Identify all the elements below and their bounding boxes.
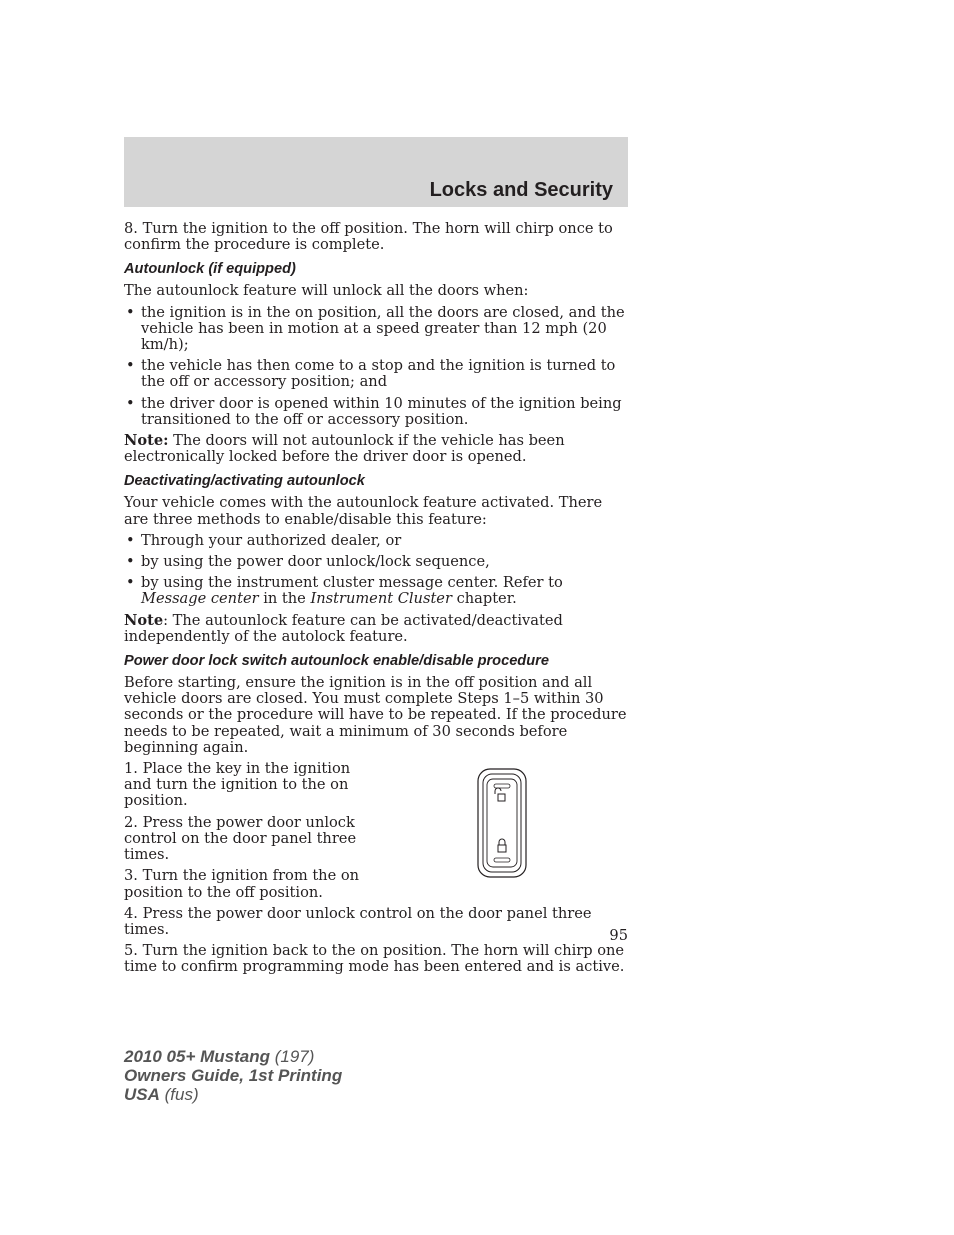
footer-market-code: (fus) xyxy=(159,1085,199,1104)
note-label: Note: xyxy=(124,432,169,450)
note-text: The doors will not autounlock if the vehicle has been electronically locked before the driver door is opened. xyxy=(124,432,565,466)
list-item: • by using the power door unlock/lock sequence, xyxy=(124,554,628,570)
list-item-text: by using the instrument cluster message center. Refer to xyxy=(141,574,563,592)
steps-with-figure xyxy=(124,761,628,901)
door-lock-switch-illustration xyxy=(476,767,528,879)
list-item: • the driver door is opened within 10 minutes of the ignition being transitioned to the off or accessory position. xyxy=(124,396,628,428)
footer-model: 2010 05+ Mustang xyxy=(124,1047,270,1066)
document-footer xyxy=(124,1047,342,1104)
instrument-cluster-reference: Instrument Cluster xyxy=(310,590,452,608)
deactivating-heading: Deactivating/activating autounlock xyxy=(124,473,365,490)
page-content xyxy=(124,221,628,981)
deactivating-lead: Your vehicle comes with the autounlock feature activated. There are three methods to enable/disable this feature: xyxy=(124,494,603,528)
note-text: : The autounlock feature can be activated/deactivated independently of the autolock feature. xyxy=(124,611,563,645)
footer-line-2 xyxy=(124,1066,342,1085)
section-title: Locks and Security xyxy=(429,179,613,201)
autounlock-conditions-list xyxy=(124,305,628,428)
step-5: 5. Turn the ignition back to the on position. The horn will chirp one time to confirm programming mode has been entered and is active. xyxy=(124,942,625,976)
methods-list xyxy=(124,533,628,608)
list-item: • Through your authorized dealer, or xyxy=(124,533,628,549)
list-item xyxy=(124,575,628,607)
section-header-band xyxy=(124,137,628,207)
list-item: • the ignition is in the on position, all the doors are closed, and the vehicle has been in motion at a speed greater than 12 mph (20 km/h); xyxy=(124,305,628,354)
steps-column xyxy=(124,761,374,901)
step-4: 4. Press the power door unlock control on the door panel three times. xyxy=(124,904,592,938)
intro-step: 8. Turn the ignition to the off position. The horn will chirp once to confirm the procedure is complete. xyxy=(124,220,613,254)
step-2: 2. Press the power door unlock control on the door panel three times. xyxy=(124,813,357,864)
message-center-reference: Message center xyxy=(141,590,259,608)
step-3: 3. Turn the ignition from the on position to the off position. xyxy=(124,867,360,901)
autounlock-lead: The autounlock feature will unlock all the doors when: xyxy=(124,282,529,300)
deactivating-note xyxy=(124,613,628,645)
footer-model-code: (197) xyxy=(270,1047,315,1066)
note-label: Note xyxy=(124,611,164,629)
list-item-text: in the xyxy=(258,590,311,608)
footer-market: USA xyxy=(124,1085,160,1104)
footer-printing: Owners Guide, 1st Printing xyxy=(124,1066,343,1085)
page-number: 95 xyxy=(609,927,628,944)
procedure-heading: Power door lock switch autounlock enable/disable procedure xyxy=(124,653,549,670)
footer-line-3 xyxy=(124,1085,342,1104)
autounlock-note xyxy=(124,433,628,465)
autounlock-heading: Autounlock (if equipped) xyxy=(124,261,296,278)
list-item: • the vehicle has then come to a stop and the ignition is turned to the off or accessory position; and xyxy=(124,358,628,390)
procedure-lead: Before starting, ensure the ignition is in the off position and all vehicle doors are closed. You must complete Steps 1–5 within 30 seconds or the procedure will have to be repeated. If the procedure needs to be repeated, wait a minimum of 30 seconds before beginning again. xyxy=(124,674,627,756)
list-item-text: chapter. xyxy=(451,590,517,608)
footer-line-1 xyxy=(124,1047,342,1066)
step-1: 1. Place the key in the ignition and turn the ignition to the on position. xyxy=(124,760,351,810)
